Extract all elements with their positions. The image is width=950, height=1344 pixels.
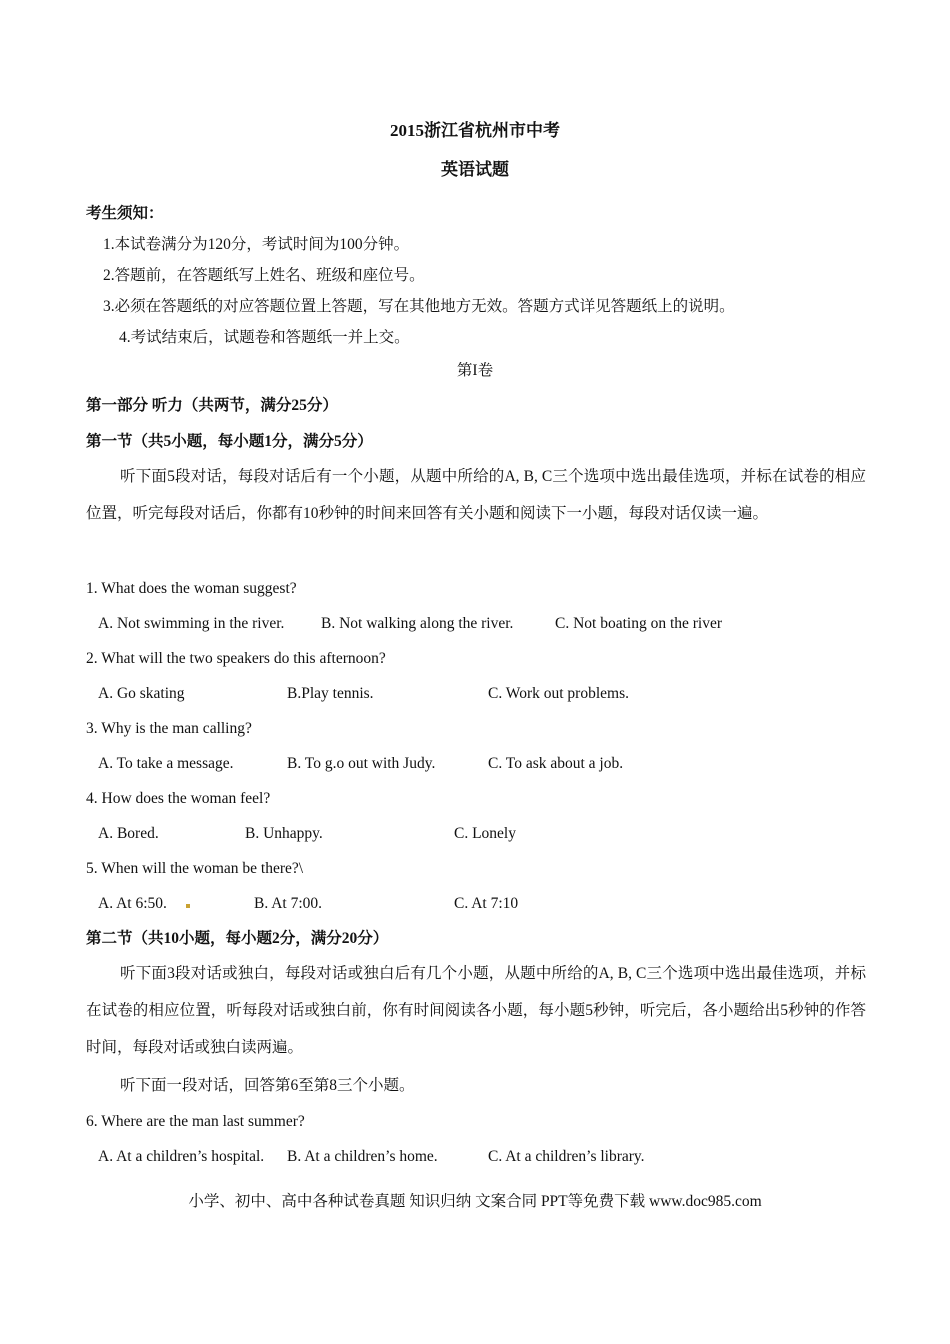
question-option: B. Unhappy. [245,825,323,842]
section1-instructions: 听下面5段对话，每段对话后有一个小题，从题中所给的A, B, C三个选项中选出最佳选项，并标在试卷的相应位置，听完每段对话后，你都有10秒钟的时间来回答有关小题和阅读下一小题，每段对话仅读一遍。 [86,468,866,522]
question-option: A. At 6:50. [98,895,167,912]
page-footer: 小学、初中、高中各种试卷真题 知识归纳 文案合同 PPT等免费下载 www.doc985.com [188,1193,762,1210]
question-option: B. To g.o out with Judy. [287,755,436,772]
notice-item: 4.考试结束后，试题卷和答题纸一并上交。 [119,329,410,346]
question-option: C. Not boating on the river [555,615,723,632]
notice-heading: 考生须知： [86,205,164,222]
exam-title: 2015浙江省杭州市中考 [390,121,560,140]
question-option: B. At a children’s home. [287,1148,438,1165]
question-option: A. At a children’s hospital. [98,1148,265,1165]
question-stem: 2. What will the two speakers do this afternoon? [86,650,386,667]
question-stem: 4. How does the woman feel? [86,790,271,807]
notice-item: 3.必须在答题纸的对应答题位置上答题，写在其他地方无效。答题方式详见答题纸上的说明。 [103,298,735,315]
section2-sub-instruction: 听下面一段对话，回答第6至第8三个小题。 [120,1077,415,1094]
question-stem: 3. Why is the man calling? [86,720,252,737]
stray-mark [186,904,190,908]
question-option: A. Go skating [98,685,185,702]
question-option: A. To take a message. [98,755,234,772]
question-stem: 1. What does the woman suggest? [86,580,297,597]
notice-item: 2.答题前，在答题纸写上姓名、班级和座位号。 [103,267,425,284]
question-option: C. To ask about a job. [488,755,624,772]
exam-subtitle: 英语试题 [441,160,509,179]
question-option: C. Lonely [454,825,516,842]
question-option: B.Play tennis. [287,685,374,702]
section1-heading: 第一节（共5小题，每小题1分，满分5分） [86,433,373,450]
section2-heading: 第二节（共10小题，每小题2分，满分20分） [86,930,389,947]
section2-instructions: 听下面3段对话或独白，每段对话或独白后有几个小题，从题中所给的A, B, C三个选项中选出最佳选项，并标在试卷的相应位置，听每段对话或独白前，你有时间阅读各小题，每小题5秒钟，听完后，各小题给出5秒钟的作答时间，每段对话或独白读两遍。 [86,965,866,1056]
question-option: B. At 7:00. [254,895,323,912]
question-option: A. Not swimming in the river. [98,615,285,632]
question-stem: 6. Where are the man last summer? [86,1113,305,1130]
question-option: C. Work out problems. [488,685,629,702]
part1-heading: 第一部分 听力（共两节，满分25分） [86,397,338,414]
question-option: C. At 7:10 [454,895,519,912]
volume-label: 第I卷 [456,362,494,379]
question-stem: 5. When will the woman be there?\ [86,860,304,877]
question-option: C. At a children’s library. [488,1148,645,1165]
question-option: B. Not walking along the river. [321,615,514,632]
question-option: A. Bored. [98,825,159,842]
notice-item: 1.本试卷满分为120分，考试时间为100分钟。 [103,236,410,253]
